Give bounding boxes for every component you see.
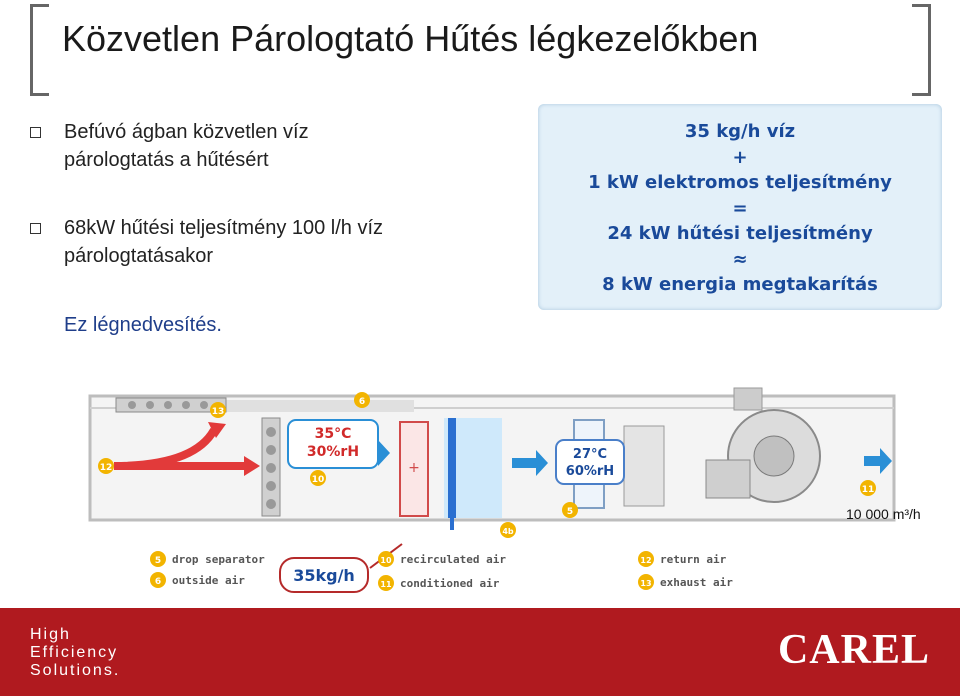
checkbox-bullet-icon <box>30 127 41 138</box>
calc-line: 8 kW energia megtakarítás <box>602 274 878 295</box>
legend-item <box>378 575 500 591</box>
svg-text:recirculated air: recirculated air <box>400 553 506 566</box>
svg-text:4b: 4b <box>502 527 514 536</box>
badge-marker <box>860 480 876 496</box>
left-bracket-decoration <box>30 4 49 96</box>
inlet-humidity: 30%rH <box>306 444 360 460</box>
air-flow-rate: 10 000 m³/h <box>846 506 921 522</box>
svg-text:11: 11 <box>861 485 875 495</box>
bullet-text: 68kW hűtési teljesítmény 100 l/h víz <box>64 217 384 239</box>
svg-text:conditioned air: conditioned air <box>400 577 500 590</box>
carel-logo: CAREL <box>777 627 930 673</box>
svg-text:12: 12 <box>640 556 652 565</box>
svg-text:6: 6 <box>358 397 366 407</box>
calc-line: 1 kW elektromos teljesítmény <box>588 172 892 193</box>
calc-operator: + <box>732 146 748 168</box>
legend-item <box>638 574 733 590</box>
badge-marker <box>354 392 370 408</box>
svg-text:12: 12 <box>99 463 113 473</box>
humidification-note: Ez légnedvesítés. <box>64 314 222 336</box>
svg-text:10: 10 <box>311 475 325 485</box>
right-bracket-decoration <box>912 4 931 96</box>
footer-bar <box>0 608 960 696</box>
filter-grid-icon <box>262 418 280 516</box>
svg-text:6: 6 <box>154 577 162 587</box>
svg-text:outside air: outside air <box>172 574 245 587</box>
svg-text:13: 13 <box>211 407 225 417</box>
slide-title: Közvetlen Párologtató Hűtés légkezelőkben <box>62 18 759 59</box>
svg-text:return air: return air <box>660 553 727 566</box>
legend-item <box>150 572 245 588</box>
svg-text:exhaust air: exhaust air <box>660 576 733 589</box>
badge-marker <box>310 470 326 486</box>
svg-text:drop separator: drop separator <box>172 553 265 566</box>
badge-marker <box>562 502 578 518</box>
tagline-line: Solutions. <box>30 662 121 679</box>
inlet-temperature: 35°C <box>314 426 352 442</box>
badge-marker <box>500 522 516 538</box>
calc-operator: ≈ <box>732 248 748 270</box>
filter-grid-icon <box>116 398 226 412</box>
svg-text:13: 13 <box>640 579 652 588</box>
tagline-line: Efficiency <box>30 644 119 661</box>
tagline-line: High <box>30 626 71 643</box>
svg-text:10: 10 <box>380 556 392 565</box>
footer-tagline <box>30 626 120 680</box>
svg-text:5: 5 <box>154 556 162 566</box>
badge-marker <box>210 402 226 418</box>
outlet-temperature: 27°C <box>572 447 608 462</box>
air-handling-unit-diagram <box>84 378 900 606</box>
legend-item <box>378 551 506 567</box>
outlet-humidity: 60%rH <box>565 464 615 479</box>
badge-marker <box>98 458 114 474</box>
calc-line: 24 kW hűtési teljesítmény <box>607 223 873 244</box>
bullet-text: Befúvó ágban közvetlen víz <box>64 121 309 143</box>
water-flow-value: 35kg/h <box>293 566 355 585</box>
svg-text:11: 11 <box>380 580 392 589</box>
legend-item <box>150 551 265 567</box>
calc-line: 35 kg/h víz <box>684 121 796 142</box>
bullet-text: párologtatás a hűtésért <box>64 149 269 171</box>
water-manifold <box>448 418 456 518</box>
bullet-text: párologtatásakor <box>64 245 213 267</box>
svg-text:+: + <box>408 460 420 476</box>
svg-text:5: 5 <box>566 507 574 517</box>
calc-operator: = <box>732 197 748 219</box>
legend-item <box>638 551 727 567</box>
checkbox-bullet-icon <box>30 223 41 234</box>
energy-calculation-box <box>538 104 942 310</box>
